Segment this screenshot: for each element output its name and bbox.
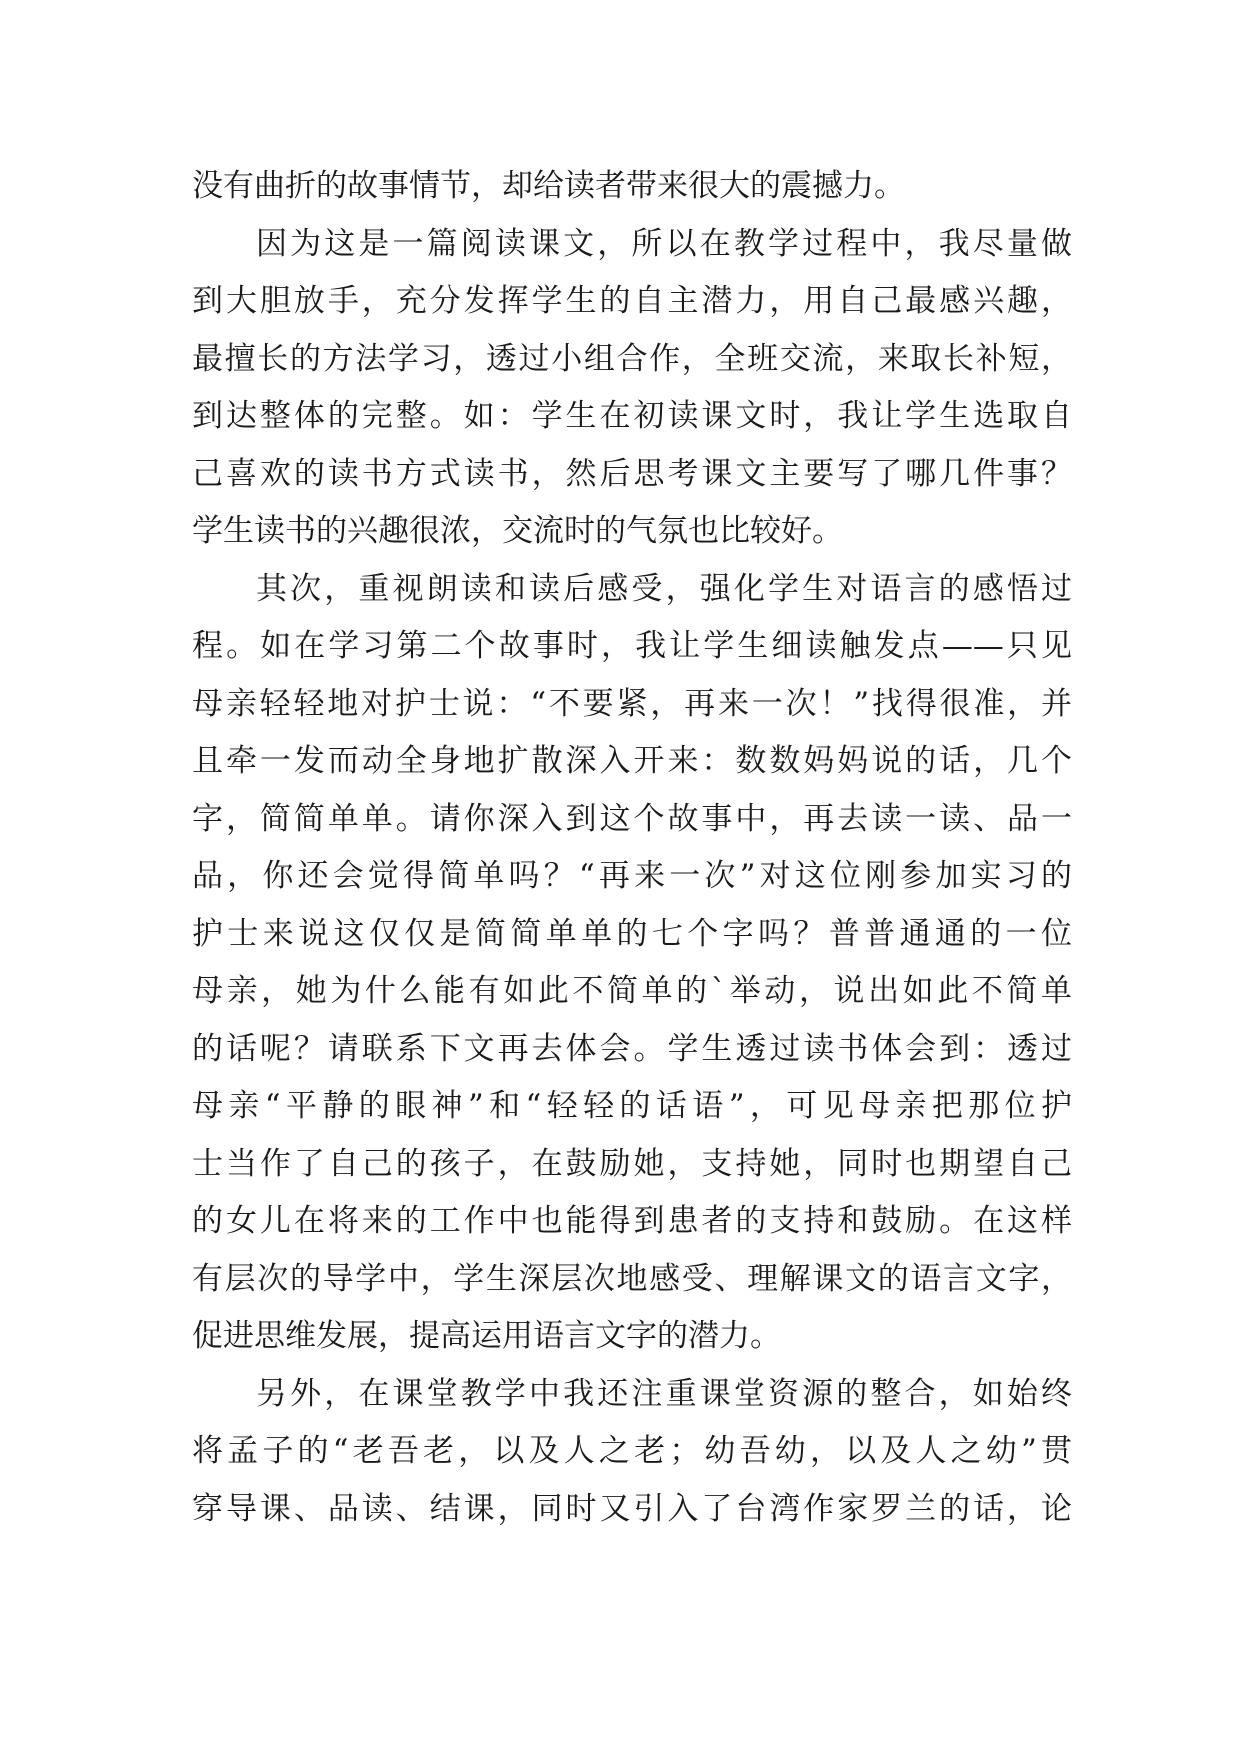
text-line: 的女儿在将来的工作中也能得到患者的支持和鼓励。在这样 (192, 1203, 1072, 1239)
text-line: 护士来说这仅仅是简简单单的七个字吗？普普通通的一位 (192, 915, 1072, 952)
paragraph-2 (192, 216, 1072, 561)
text-line: 程。如在学习第二个故事时，我让学生细读触发点——只见 (192, 628, 1072, 664)
text-line: 另外，在课堂教学中我还注重课堂资源的整合，如始终 (256, 1375, 1072, 1412)
text-line: 有层次的导学中，学生深层次地感受、理解课文的语言文字， (192, 1260, 1072, 1297)
text-line: 且牵一发而动全身地扩散深入开来：数数妈妈说的话，几个 (192, 743, 1072, 779)
text-line: 将孟子的“老吾老，以及人之老；幼吾幼，以及人之幼”贯 (192, 1433, 1072, 1469)
text-line: 其次，重视朗读和读后感受，强化学生对语言的感悟过 (256, 570, 1072, 607)
text-line: 促进思维发展，提高运用语言文字的潜力。 (192, 1318, 781, 1354)
text-line: 学生读书的兴趣很浓，交流时的气氛也比较好。 (192, 513, 843, 549)
paragraph-1 (192, 158, 1072, 216)
text-line: 母亲“平静的眼神”和“轻轻的话语”，可见母亲把那位护 (192, 1088, 1072, 1124)
paragraph-3 (192, 561, 1072, 1366)
text-line: 品，你还会觉得简单吗？“再来一次”对这位刚参加实习的 (192, 858, 1072, 894)
text-line: 因为这是一篇阅读课文，所以在教学过程中，我尽量做 (256, 225, 1072, 262)
text-line: 的话呢？请联系下文再去体会。学生透过读书体会到：透过 (192, 1030, 1072, 1067)
text-line: 到达整体的完整。如：学生在初读课文时，我让学生选取自 (192, 398, 1072, 434)
text-line: 字，简简单单。请你深入到这个故事中，再去读一读、品一 (192, 800, 1072, 837)
text-line: 母亲轻轻地对护士说：“不要紧，再来一次！”找得很准，并 (192, 685, 1072, 722)
text-line: 最擅长的方法学习，透过小组合作，全班交流，来取长补短， (192, 340, 1072, 377)
text-line: 士当作了自己的孩子，在鼓励她，支持她，同时也期望自己 (192, 1145, 1072, 1182)
text-line: 己喜欢的读书方式读书，然后思考课文主要写了哪几件事？ (192, 455, 1072, 492)
text-line: 穿导课、品读、结课，同时又引入了台湾作家罗兰的话，论 (192, 1490, 1072, 1527)
document-body (192, 158, 1072, 1538)
paragraph-4 (192, 1366, 1072, 1539)
text-line: 没有曲折的故事情节，却给读者带来很大的震撼力。 (192, 168, 905, 204)
text-line: 到大胆放手，充分发挥学生的自主潜力，用自己最感兴趣， (192, 283, 1072, 319)
text-line: 母亲，她为什么能有如此不简单的`举动，说出如此不简单 (192, 973, 1072, 1009)
